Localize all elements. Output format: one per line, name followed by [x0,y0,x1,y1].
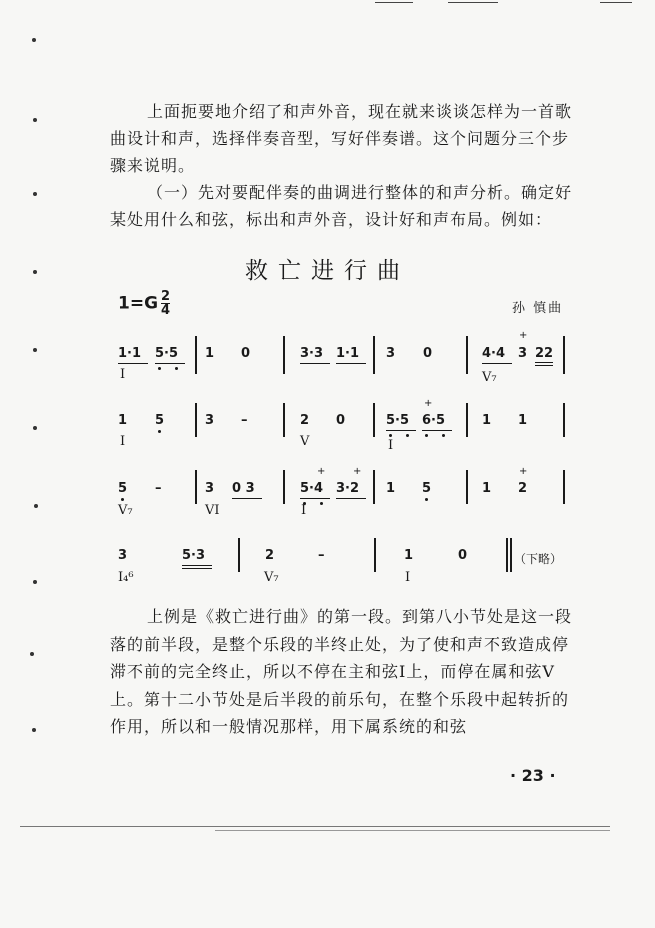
note: – [318,548,325,563]
low-octave-dot [425,498,428,501]
underline [155,363,185,364]
chord-symbol: V₇ [264,570,279,585]
underline [300,363,330,364]
nonharmonic-mark: + [519,466,528,477]
note: 3 [118,548,128,563]
note: 5·3 [182,548,206,563]
binding-hole [32,38,36,42]
nonharmonic-mark: + [424,398,433,409]
low-octave-dot [121,498,124,501]
top-rule-right [600,2,632,3]
chord-symbol: I [120,434,126,449]
chord-symbol: V [300,434,310,449]
underline [535,365,553,366]
note: 1·1 [336,346,360,361]
note: 5 [118,481,128,496]
note: 2 [300,413,310,428]
binding-hole [34,504,38,508]
barline [563,403,565,437]
note: 3 [386,346,396,361]
note: 0 [241,346,251,361]
note: 5·5 [155,346,179,361]
bottom-rule [215,830,610,831]
note: 2 [265,548,275,563]
note: – [241,413,248,428]
note: 0 [336,413,346,428]
note: 4·4 [482,346,506,361]
note: 3·2 [336,481,360,496]
underline [232,498,262,499]
binding-hole [33,192,37,196]
time-signature [161,290,170,317]
low-octave-dot [175,367,178,370]
binding-hole [30,652,34,656]
note: 1 [404,548,414,563]
chord-symbol: V₇ [118,503,133,518]
barline [373,470,375,504]
note: 1 [386,481,396,496]
note: 6·5 [422,413,446,428]
top-rule-mid [448,2,498,3]
barline [373,403,375,437]
song-title: 救亡进行曲 [245,258,410,284]
step-one-paragraph: （一）先对要配伴奏的曲调进行整体的和声分析。确定好某处用什么和弦，标出和声外音，设计好和声布局。例如： [110,183,573,229]
low-octave-dot [158,430,161,433]
chord-symbol: I [301,503,307,518]
note: 5·4 [300,481,324,496]
barline [373,336,375,374]
low-octave-dot [158,367,161,370]
barline [283,336,285,374]
underline [336,363,366,364]
note: 1·1 [118,346,142,361]
binding-hole [33,118,37,122]
binding-hole [33,426,37,430]
key-signature [118,290,170,317]
note: 1 [482,413,492,428]
time-numerator: 2 [161,289,171,304]
underline [118,363,148,364]
analysis-paragraph: 上例是《救亡进行曲》的第一段。到第八小节处是这一段落的前半段，是整个乐段的半终止处，为了使和声不致造成停滞不前的完全终止，所以不停在主和弦Ⅰ上，而停在属和弦Ⅴ上。第十二小节处是后半段的前乐句，在整个乐段中起转折的作用，所以和一般情况那样，用下属系统的和弦 [110,607,573,736]
chord-symbol: I [388,438,394,453]
barline [283,403,285,437]
composer: 孙 慎曲 [512,301,564,316]
barline [195,470,197,504]
low-octave-dot [389,434,392,437]
note: 1 [118,413,128,428]
note: 3 [518,346,528,361]
low-octave-dot [425,434,428,437]
chord-symbol: VI [205,503,220,518]
low-octave-dot [442,434,445,437]
note: 22 [535,346,554,361]
underline [300,498,330,499]
barline [510,538,512,572]
nonharmonic-mark: + [519,330,528,341]
intro-paragraph: 上面扼要地介绍了和声外音，现在就来谈谈怎样为一首歌曲设计和声，选择伴奏音型，写好伴奏谱。这个问题分三个步骤来说明。 [110,102,573,175]
note: 1 [518,413,528,428]
note: 2 [518,481,528,496]
nonharmonic-mark: + [317,466,326,477]
low-octave-dot [406,434,409,437]
barline [283,470,285,504]
underline [182,568,212,569]
chord-symbol: I [120,367,126,382]
note: 0 3 [232,481,255,496]
note: 3 [205,481,215,496]
underline [336,498,366,499]
note: 0 [423,346,433,361]
key-label: 1=G [118,293,159,314]
barline [466,336,468,374]
binding-hole [32,728,36,732]
note: 1 [482,481,492,496]
barline [195,336,197,374]
note: – [155,481,162,496]
note: 5 [422,481,432,496]
underline [386,430,416,431]
note: 3 [205,413,215,428]
note: 1 [205,346,215,361]
nonharmonic-mark: + [353,466,362,477]
barline [195,403,197,437]
binding-hole [33,580,37,584]
barline [466,470,468,504]
underline [535,362,553,363]
note: 5 [155,413,165,428]
note: 5·5 [386,413,410,428]
barline [563,470,565,504]
barline [374,538,376,572]
binding-hole [33,348,37,352]
omission-note: （下略） [514,552,563,566]
underline [482,363,512,364]
top-rule-left [375,2,413,3]
barline [563,336,565,374]
underline [422,430,452,431]
note: 0 [458,548,468,563]
underline [182,565,212,566]
chord-symbol: V₇ [482,370,497,385]
time-denominator: 4 [161,303,171,318]
chord-symbol: I₄⁶ [118,570,134,585]
chord-symbol: I [405,570,411,585]
page-number: · 23 · [510,766,556,785]
bottom-rule [20,826,610,827]
barline [238,538,240,572]
low-octave-dot [320,502,323,505]
barline [506,538,508,572]
note: 3·3 [300,346,324,361]
barline [466,403,468,437]
